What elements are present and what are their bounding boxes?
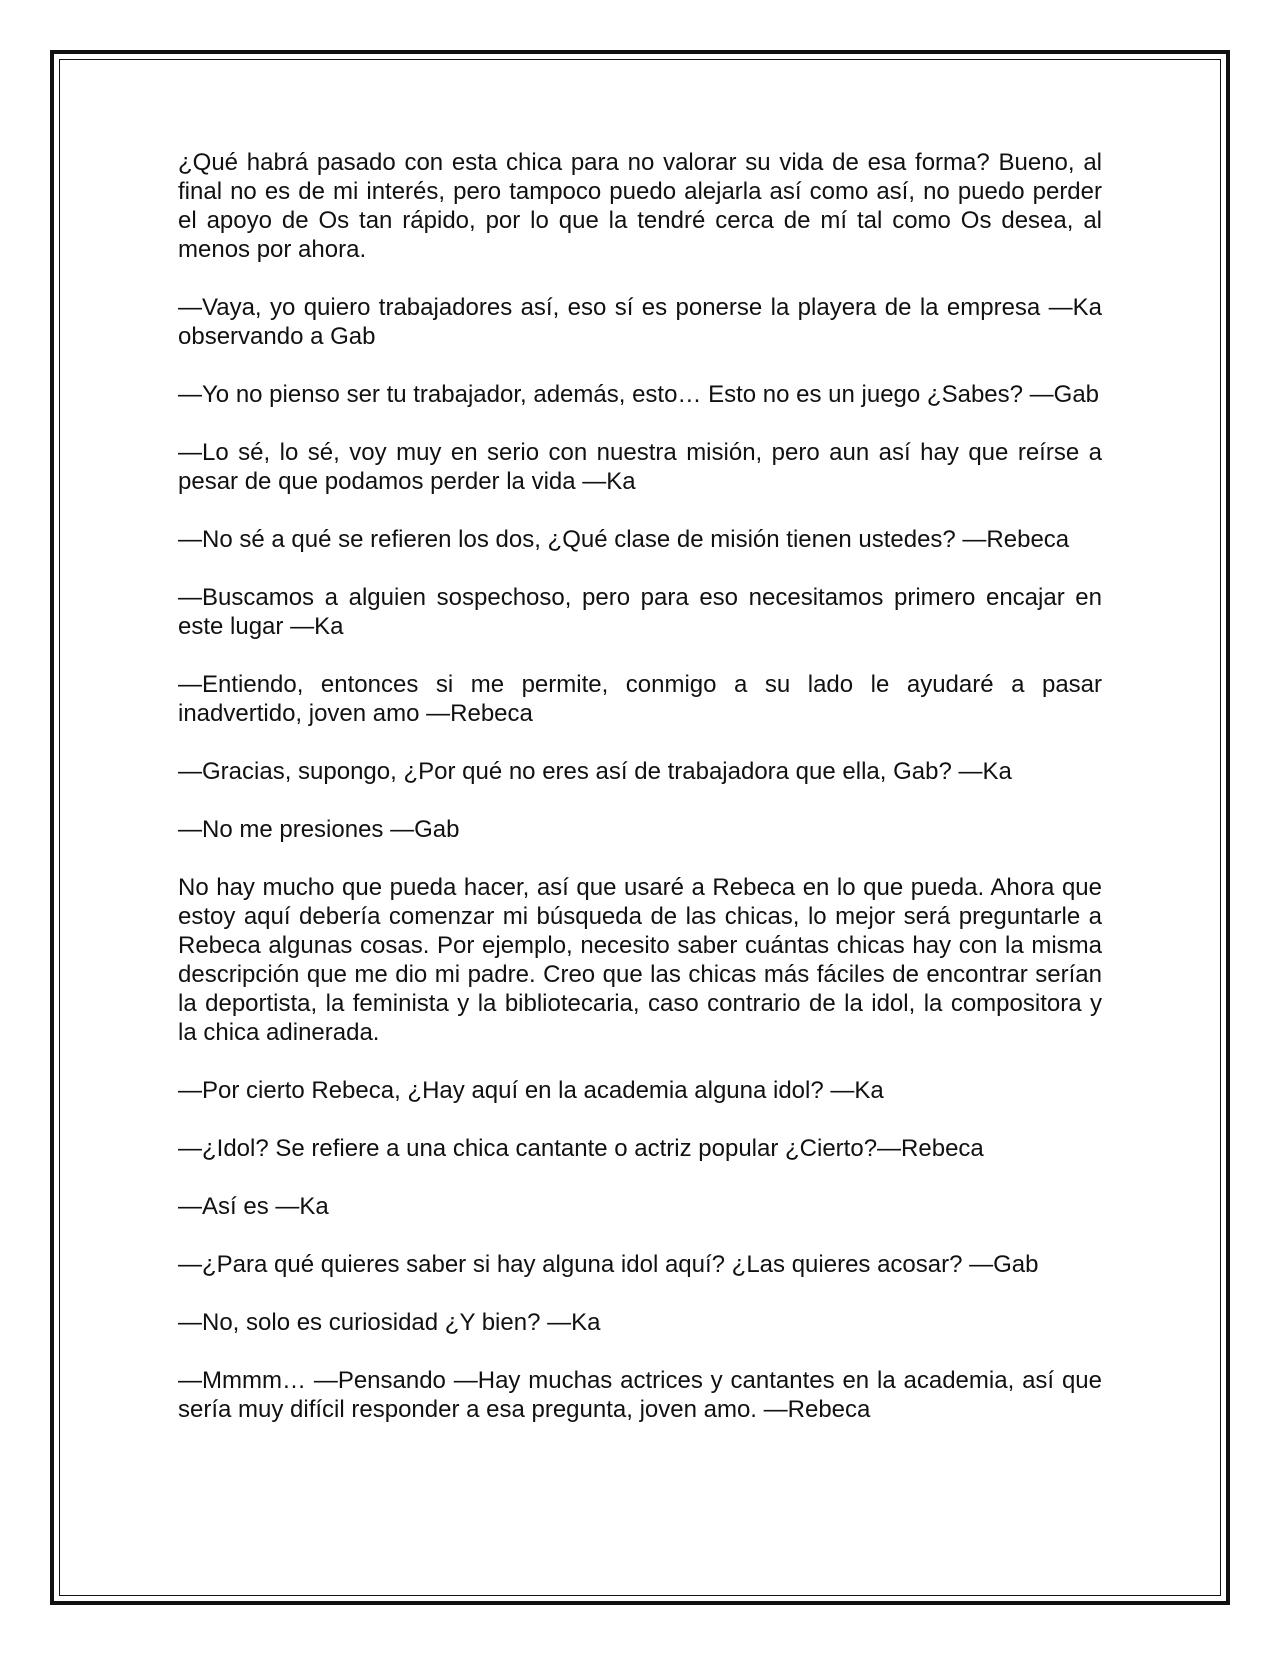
paragraph-16: —Mmmm… —Pensando —Hay muchas actrices y cantantes en la academia, así que sería muy difícil responder a esa pregunta, joven amo. —Rebeca bbox=[178, 1367, 1102, 1423]
paragraph-11: —Por cierto Rebeca, ¿Hay aquí en la academia alguna idol? —Ka bbox=[178, 1077, 884, 1104]
page-body bbox=[178, 148, 1102, 1424]
paragraph-2: —Vaya, yo quiero trabajadores así, eso sí es ponerse la playera de la empresa —Ka observando a Gab bbox=[178, 294, 1102, 350]
paragraph-3: —Yo no pienso ser tu trabajador, además, esto… Esto no es un juego ¿Sabes? —Gab bbox=[178, 381, 1100, 408]
paragraph-14: —¿Para qué quieres saber si hay alguna idol aquí? ¿Las quieres acosar? —Gab bbox=[178, 1251, 1039, 1278]
paragraph-1: ¿Qué habrá pasado con esta chica para no valorar su vida de esa forma? Bueno, al final no es de mi interés, pero tampoco puedo alejarla así como así, no puedo perder el apoyo de Os tan rápido, por lo que la tendré cerca de mí tal como Os desea, al menos por ahora. bbox=[178, 149, 1102, 263]
paragraph-7: —Entiendo, entonces si me permite, conmigo a su lado le ayudaré a pasar inadvertido, joven amo —Rebeca bbox=[178, 671, 1102, 727]
paragraph-4: —Lo sé, lo sé, voy muy en serio con nuestra misión, pero aun así hay que reírse a pesar de que podamos perder la vida —Ka bbox=[178, 439, 1102, 495]
paragraph-10: No hay mucho que pueda hacer, así que usaré a Rebeca en lo que pueda. Ahora que estoy aquí debería comenzar mi búsqueda de las chicas, lo mejor será preguntarle a Rebeca algunas cosas. Por ejemplo, necesito saber cuántas chicas hay con la misma descripción que me dio mi padre. Creo que las chicas más fáciles de encontrar serían la deportista, la feminista y la bibliotecaria, caso contrario de la idol, la compositora y la chica adinerada. bbox=[178, 874, 1102, 1046]
paragraph-15: —No, solo es curiosidad ¿Y bien? —Ka bbox=[178, 1309, 601, 1336]
paragraph-9: —No me presiones —Gab bbox=[178, 816, 460, 843]
paragraph-12: —¿Idol? Se refiere a una chica cantante o actriz popular ¿Cierto?—Rebeca bbox=[178, 1135, 984, 1162]
paragraph-6: —Buscamos a alguien sospechoso, pero para eso necesitamos primero encajar en este lugar —Ka bbox=[178, 584, 1102, 640]
paragraph-13: —Así es —Ka bbox=[178, 1193, 329, 1220]
paragraph-5: —No sé a qué se refieren los dos, ¿Qué clase de misión tienen ustedes? —Rebeca bbox=[178, 526, 1070, 553]
paragraph-8: —Gracias, supongo, ¿Por qué no eres así de trabajadora que ella, Gab? —Ka bbox=[178, 758, 1012, 785]
